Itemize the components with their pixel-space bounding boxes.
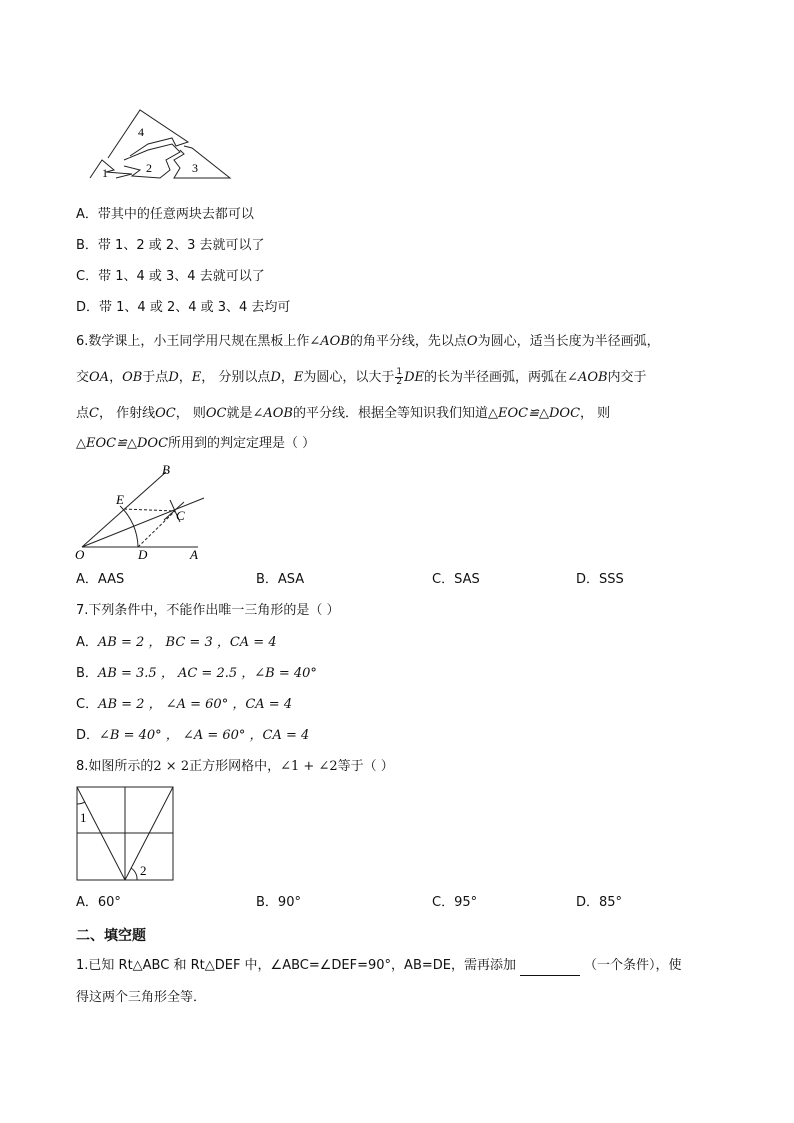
q5-option-b: B．带 1、2 或 2、3 去就可以了: [76, 238, 265, 253]
q6-stem-line-3: 点C， 作射线OC， 则OC就是∠AOB的平分线．根据全等知识我们知道△EOC≌△DOC， 则: [76, 406, 611, 421]
q7-option-c: C．AB = 2 ， ∠A = 60° ，CA = 4: [76, 697, 293, 712]
segment-dc: [138, 511, 175, 547]
q7-option-b: B．AB = 3.5 ， AC = 2.5 ，∠B = 40°: [76, 666, 317, 681]
piece-3-outline: [174, 146, 230, 178]
q6-option-b: B．ASA: [256, 572, 305, 587]
q6-option-a: A．AAS: [76, 572, 125, 587]
piece-1-label: 1: [102, 166, 108, 180]
piece-4-label: 4: [138, 125, 144, 139]
fill1-line-1: 1.已知 Rt△ABC 和 Rt△DEF 中，∠ABC=∠DEF=90°，AB=DE，需再添加 （一个条件），使: [76, 956, 682, 976]
piece-1-outline: [90, 160, 132, 178]
q6-option-d: D．SSS: [576, 572, 624, 587]
angle-1-arc: [77, 802, 85, 804]
q8-option-d: D．85°: [576, 895, 623, 910]
label-d: D: [138, 547, 148, 562]
arc-de: [120, 506, 138, 547]
q8-option-a: A．60°: [76, 895, 121, 910]
q6-fraction: $\frac{1}{2}$: [396, 367, 403, 387]
q8-option-b: B．90°: [256, 895, 301, 910]
q7-option-d: D．∠B = 40° ， ∠A = 60° ，CA = 4: [76, 728, 310, 743]
label-a: A: [190, 547, 198, 562]
label-o: O: [75, 547, 85, 562]
q8-option-c: C．95°: [432, 895, 478, 910]
label-e: E: [116, 492, 124, 507]
q8-stem: 8.如图所示的2 × 2正方形网格中，∠1 + ∠2等于（ ）: [76, 759, 394, 774]
segment-ec: [124, 509, 175, 511]
q6-option-c: C．SAS: [432, 572, 480, 587]
angle-2-arc: [131, 868, 137, 880]
q6-angle-bisector-figure: [72, 462, 222, 562]
label-b: B: [162, 462, 170, 477]
q5-broken-triangle-figure: [88, 98, 248, 188]
q6-stem-line-1: 6.数学课上，小王同学用尺规在黑板上作∠AOB的角平分线，先以点O为圆心，适当长度为半径画弧，: [76, 334, 660, 349]
q5-option-d: D．带 1、4 或 2、4 或 3、4 去均可: [76, 300, 291, 315]
label-c: C: [176, 508, 185, 523]
ray-oc: [82, 498, 204, 547]
fill1-answer-blank[interactable]: [520, 961, 580, 976]
fill1-line-2: 得这两个三角形全等．: [76, 990, 207, 1005]
piece-2-outline: [124, 144, 180, 178]
q7-stem: 7.下列条件中，不能作出唯一三角形的是（ ）: [76, 603, 340, 618]
q5-option-c: C．带 1、4 或 3、4 去就可以了: [76, 269, 265, 284]
angle-2-label: 2: [140, 863, 147, 878]
q6-stem-line-2: 交OA，OB于点D，E， 分别以点D，E为圆心，以大于 $\frac{1}{2}$ DE的长为半径画弧，两弧在∠AOB内交于: [76, 367, 647, 387]
piece-4-outline: [108, 110, 188, 158]
piece-3-label: 3: [192, 161, 198, 175]
q6-stem-line-4: △EOC≌△DOC所用到的判定定理是（ ）: [76, 436, 316, 451]
angle-1-label: 1: [80, 810, 87, 825]
q5-option-a: A．带其中的任意两块去都可以: [76, 207, 254, 222]
piece-2-label: 2: [146, 161, 152, 175]
q8-grid-figure: [76, 786, 176, 882]
section-fill-in-title: 二、填空题: [76, 928, 146, 944]
q7-option-a: A．AB = 2 ， BC = 3 ，CA = 4: [76, 635, 277, 650]
